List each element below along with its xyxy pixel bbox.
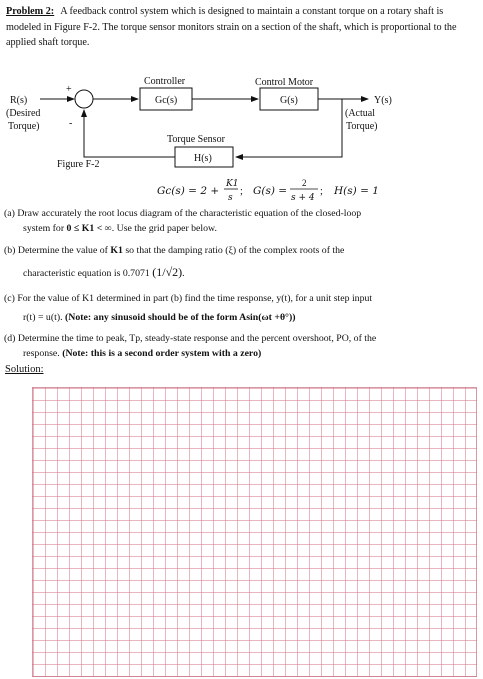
gc-separator: ; — [240, 186, 243, 197]
figure-caption: Figure F-2 — [57, 159, 100, 170]
part-c-note: (Note: any sinusoid should be of the form Asin(ωt +θ°)) — [64, 311, 296, 323]
part-a-line-2: system for 0 ≤ K1 < ∞. Use the grid paper below. — [23, 222, 217, 234]
part-a-line-1: (a) Draw accurately the root locus diagram of the characteristic equation of the closed-loop — [4, 208, 362, 219]
plant-tf: G(s) — [280, 95, 298, 106]
part-c — [4, 292, 478, 325]
output-desc-1: (Actual — [345, 108, 375, 119]
problem-label: Problem 2: — [6, 6, 55, 17]
part-d-note: (Note: this is a second order system with a zero) — [62, 347, 262, 359]
part-d — [4, 332, 478, 361]
summing-junction — [75, 90, 93, 108]
g-equation-lhs: G(s) = — [253, 185, 288, 197]
g-separator: ; — [320, 186, 323, 197]
part-b: (b) Determine the value of K1 so that the damping ratio (ξ) of the complex roots of the characteristic equation is 0.7071 (1/√2). — [4, 244, 478, 281]
g-denominator: s + 4 — [291, 193, 315, 203]
problem-text: A feedback control system which is designed to maintain a constant torque on a rotary shaft is modeled in Figure F-2. The torque sensor monitors strain on a section of the shaft, which is proportional to the applied shaft torque. — [6, 6, 457, 48]
part-a — [4, 207, 478, 236]
input-desc-1: (Desired — [6, 108, 41, 119]
plus-sign: + — [66, 84, 72, 95]
controller-title: Controller — [144, 76, 186, 87]
output-desc-2: Torque) — [346, 121, 378, 132]
part-d-line-2: response. (Note: this is a second order system with a zero) — [23, 347, 262, 359]
input-desc-2: Torque) — [8, 121, 40, 132]
block-diagram — [0, 68, 483, 178]
g-numerator: 2 — [302, 178, 307, 188]
sensor-tf: H(s) — [194, 153, 212, 164]
h-equation: H(s) = 1 — [334, 185, 379, 197]
grid-paper[interactable] — [32, 387, 477, 677]
gc-denominator: s — [228, 193, 233, 203]
plant-title: Control Motor — [255, 77, 314, 88]
gc-equation-lhs: Gc(s) = 2 + — [157, 185, 220, 197]
minus-sign: - — [69, 118, 73, 129]
gc-numerator: K1 — [226, 179, 239, 189]
part-c-line-1: (c) For the value of K1 determined in part (b) find the time response, y(t), for a unit step input — [4, 293, 373, 304]
controller-tf: Gc(s) — [155, 95, 178, 106]
equations — [0, 175, 483, 205]
sensor-title: Torque Sensor — [167, 134, 225, 145]
damping-fraction: (1/√2) — [152, 264, 183, 279]
output-label: Y(s) — [374, 95, 392, 106]
k-range: 0 ≤ K1 < ∞ — [66, 222, 112, 234]
solution-label: Solution: — [5, 364, 44, 375]
k1-label: K1 — [110, 245, 123, 256]
feedback-arrow-to-sum — [84, 110, 175, 157]
part-d-line-1: (d) Determine the time to peak, Tp, steady-state response and the percent overshoot, PO, of the — [4, 333, 377, 344]
problem-statement — [6, 4, 478, 51]
part-c-line-2: r(t) = u(t). (Note: any sinusoid should be of the form Asin(ωt +θ°)) — [23, 311, 296, 323]
part-b-line-2: characteristic equation is 0.7071 (1/√2). — [23, 264, 185, 279]
input-label: R(s) — [10, 95, 28, 106]
